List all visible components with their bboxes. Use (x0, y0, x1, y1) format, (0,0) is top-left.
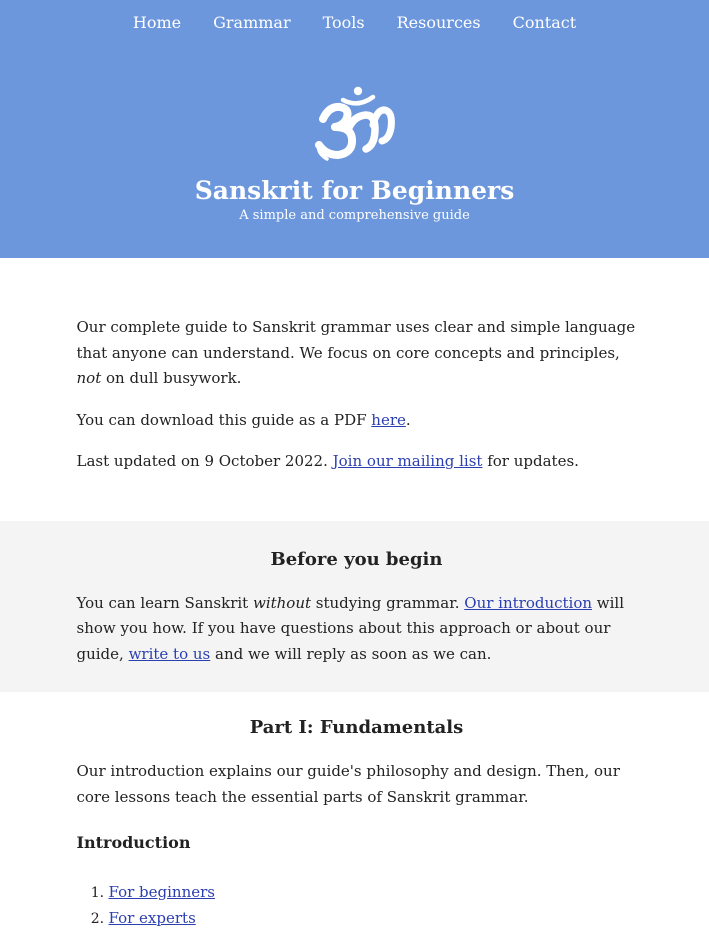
pdf-text-end: . (405, 410, 411, 429)
om-symbol-icon[interactable] (0, 83, 709, 163)
part-one-paragraph: Our introduction explains our guide's philosophy and design. Then, our core lessons teach the essential parts of Sanskrit grammar. (76, 762, 620, 806)
nav-grammar[interactable]: Grammar (213, 13, 291, 32)
nav-tools[interactable]: Tools (322, 13, 365, 32)
introduction-list (77, 880, 637, 931)
pdf-download-link[interactable]: here (371, 410, 406, 429)
intro-text-end: on dull busywork. (101, 369, 242, 387)
site-title: Sanskrit for Beginners (194, 176, 515, 205)
before-text-2: studying grammar. (311, 593, 465, 612)
introduction-subheading: Introduction (76, 833, 191, 852)
intro-emphasis: not (76, 369, 102, 387)
nav-resources[interactable]: Resources (396, 13, 481, 32)
before-paragraph (77, 591, 637, 668)
before-text-4: and we will reply as soon as we can. (210, 644, 492, 663)
intro-section (73, 258, 637, 521)
our-introduction-link[interactable]: Our introduction (464, 593, 593, 612)
mailing-list-link[interactable]: Join our mailing list (332, 452, 483, 470)
before-text-3: will show you how. If you have questions about this approach or about our guide, (76, 593, 625, 663)
site-subtitle: A simple and comprehensive guide (239, 208, 470, 223)
nav-home[interactable]: Home (132, 13, 182, 32)
for-experts-link[interactable]: For experts (108, 908, 196, 927)
before-heading: Before you begin (270, 548, 443, 570)
before-emphasis: without (252, 593, 312, 612)
site-header (0, 0, 709, 258)
intro-text: Our complete guide to Sanskrit grammar uses clear and simple language that anyone can understand. We focus on core concepts and principles, (76, 318, 636, 362)
updated-text-end: for updates. (482, 452, 579, 470)
updated-paragraph (77, 449, 637, 475)
updated-text: Last updated on 9 October 2022. (76, 452, 333, 470)
pdf-text: You can download this guide as a PDF (76, 410, 372, 429)
part-one-heading: Part I: Fundamentals (249, 717, 464, 738)
list-item (109, 880, 637, 906)
for-beginners-link[interactable]: For beginners (108, 883, 216, 901)
part-one-section (73, 692, 637, 931)
pdf-paragraph (77, 408, 637, 434)
list-item (109, 906, 637, 932)
write-to-us-link[interactable]: write to us (128, 644, 211, 663)
before-you-begin-section (0, 521, 709, 693)
nav-contact[interactable]: Contact (512, 13, 577, 32)
before-text-1: You can learn Sanskrit (76, 593, 253, 612)
main-nav (0, 0, 709, 41)
intro-paragraph (77, 315, 637, 392)
